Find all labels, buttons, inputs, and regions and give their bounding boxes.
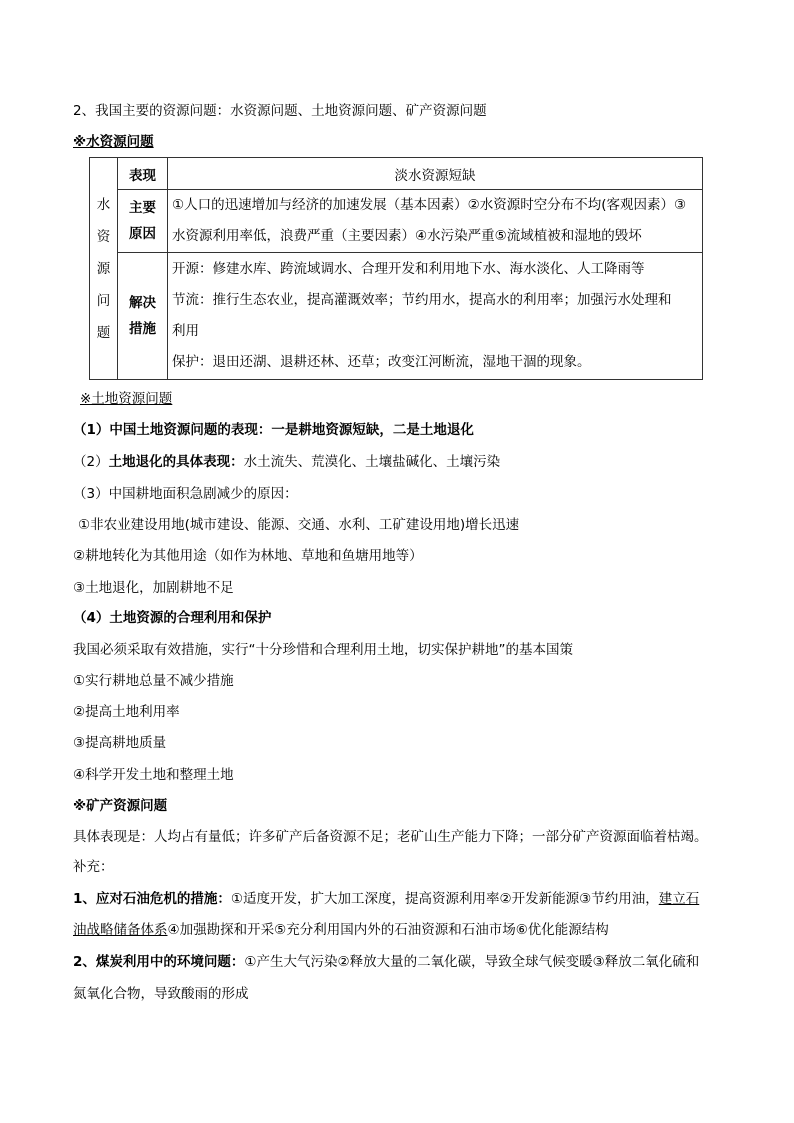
side-char: 题 [96, 324, 111, 341]
land-measure-2: ②提高土地利用率 [73, 704, 180, 720]
cause-line: 水资源利用率低，浪费严重（主要因素）④水污染严重⑤流域植被和湿地的毁坏 [172, 228, 642, 244]
land-measure-4: ④科学开发土地和整理土地 [73, 767, 234, 783]
mineral-section-title: ※矿产资源问题 [73, 798, 168, 814]
header-label: 表现 [118, 158, 168, 190]
coal-env-line-2: 氮氧化合物，导致酸雨的形成 [73, 986, 249, 1002]
side-char: 问 [96, 292, 111, 309]
side-char: 水 [96, 196, 111, 213]
measure-cell [168, 253, 703, 380]
supplement-label: 补充： [73, 859, 114, 875]
land-measure-1: ①实行耕地总量不减少措施 [73, 673, 234, 689]
cause-cell [168, 190, 703, 253]
land-measure-3: ③提高耕地质量 [73, 735, 167, 751]
land-reason-1: ①非农业建设用地(城市建设、能源、交通、水利、工矿建设用地)增长迅速 [78, 517, 520, 533]
mineral-description: 具体表现是：人均占有量低；许多矿产后备资源不足；老矿山生产能力下降；一部分矿产资源面临着枯竭。 [73, 829, 708, 845]
cause-label: 主要 原因 [118, 190, 168, 253]
coal-env-line-1: 2、煤炭利用中的环境问题：①产生大气污染②释放大量的二氧化碳，导致全球气候变暖③释放二氧化硫和 [73, 954, 700, 970]
land-p4: （4）土地资源的合理利用和保护 [73, 610, 272, 626]
table-side-label [90, 158, 118, 380]
side-char: 资 [96, 228, 111, 245]
land-section-title: ※土地资源问题 [80, 391, 173, 407]
water-resource-table [89, 157, 703, 380]
land-policy: 我国必须采取有效措施，实行“十分珍惜和合理利用土地，切实保护耕地”的基本国策 [73, 642, 573, 658]
cause-line: ①人口的迅速增加与经济的加速发展（基本因素）②水资源时空分布不均(客观因素）③ [172, 197, 687, 213]
measure-line: 保护：退田还湖、退耕还林、还草；改变江河断流，湿地干涸的现象。 [172, 354, 591, 370]
measure-label: 解决 措施 [118, 253, 168, 380]
measure-line: 开源：修建水库、跨流域调水、合理开发和利用地下水、海水淡化、人工降雨等 [172, 261, 645, 277]
land-p2: （2）土地退化的具体表现：水土流失、荒漠化、土壤盐碱化、土壤污染 [73, 454, 501, 470]
water-section-title: ※水资源问题 [73, 134, 154, 150]
measure-line: 节流：推行生态农业，提高灌溉效率；节约用水，提高水的利用率；加强污水处理和 [172, 292, 672, 308]
land-reason-2: ②耕地转化为其他用途（如作为林地、草地和鱼塘用地等） [73, 548, 423, 564]
measure-line: 利用 [172, 323, 199, 339]
header-value: 淡水资源短缺 [168, 158, 703, 190]
oil-crisis-line-1: 1、应对石油危机的措施：①适度开发，扩大加工深度，提高资源利用率②开发新能源③节约用油，建立石 [73, 891, 700, 907]
land-reason-3: ③土地退化，加剧耕地不足 [73, 580, 234, 596]
section-heading: 2、我国主要的资源问题：水资源问题、土地资源问题、矿产资源问题 [73, 103, 487, 119]
oil-crisis-line-2: 油战略储备体系④加强勘探和开采⑤充分利用国内外的石油资源和石油市场⑥优化能源结构 [73, 922, 609, 938]
side-char: 源 [96, 260, 111, 277]
land-p3: （3）中国耕地面积急剧减少的原因： [73, 486, 298, 502]
land-p1: （1）中国土地资源问题的表现：一是耕地资源短缺，二是土地退化 [73, 422, 474, 438]
